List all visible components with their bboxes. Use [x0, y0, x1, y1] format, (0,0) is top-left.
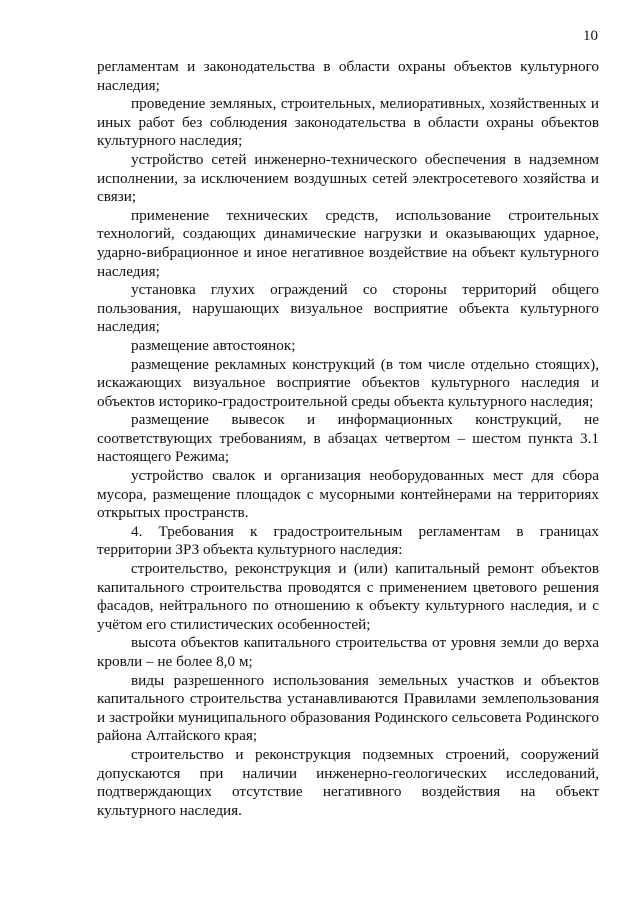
paragraph-construction-colors: строительство, реконструкция и (или) капитальный ремонт объектов капитального строительства проводятся с применением цветового решения фасадов, нейтрального по отношению к объекту культурного наследия, и с учётом его стилистических особенностей;	[97, 560, 599, 633]
paragraph-signs: размещение вывесок и информационных конструкций, не соответствующих требованиям, в абзацах четвертом – шестом пункта 3.1 настоящего Режима;	[97, 411, 599, 466]
document-body	[97, 58, 599, 820]
paragraph-building-height: высота объектов капитального строительства от уровня земли до верха кровли – не более 8,0 м;	[97, 634, 599, 670]
page-number: 10	[583, 28, 598, 44]
paragraph-underground: строительство и реконструкция подземных строений, сооружений допускаются при наличии инженерно-геологических исследований, подтверждающих отсутствие негативного воздействия на объект культурного наследия.	[97, 745, 599, 819]
paragraph-section-4-heading: 4. Требования к градостроительным регламентам в границах территории ЗРЗ объекта культурного наследия:	[97, 522, 599, 559]
paragraph-technical-means: применение технических средств, использование строительных технологий, создающих динамические нагрузки и оказывающих ударное, ударно-вибрационное и иное негативное воздействие на объект культурного наследия;	[97, 206, 599, 280]
paragraph-utility-networks: устройство сетей инженерно-технического обеспечения в надземном исполнении, за исключением воздушных сетей электросетевого хозяйства и связи;	[97, 150, 599, 206]
paragraph-parking: размещение автостоянок;	[131, 336, 296, 354]
paragraph-dumps: устройство свалок и организация необорудованных мест для сбора мусора, размещение площадок с мусорными контейнерами на территориях открытых пространств.	[97, 467, 599, 522]
paragraph-earthworks: проведение земляных, строительных, мелиоративных, хозяйственных и иных работ без соблюдения законодательства в области охраны объектов культурного наследия;	[97, 95, 599, 150]
paragraph-fences: установка глухих ограждений со стороны территорий общего пользования, нарушающих визуальное восприятие объекта культурного наследия;	[97, 281, 599, 336]
paragraph-continuation: регламентам и законодательства в области охраны объектов культурного наследия;	[97, 58, 599, 94]
paragraph-advertising: размещение рекламных конструкций (в том числе отдельно стоящих), искажающих визуальное восприятие объектов культурного наследия и объектов историко-градостроительной среды объекта культурного наследия;	[97, 355, 599, 410]
paragraph-permitted-use: виды разрешенного использования земельных участков и объектов капитального строительства устанавливаются Правилами землепользования и застройки муниципального образования Родинского сельсовета Родинского района Алтайского края;	[97, 671, 599, 745]
